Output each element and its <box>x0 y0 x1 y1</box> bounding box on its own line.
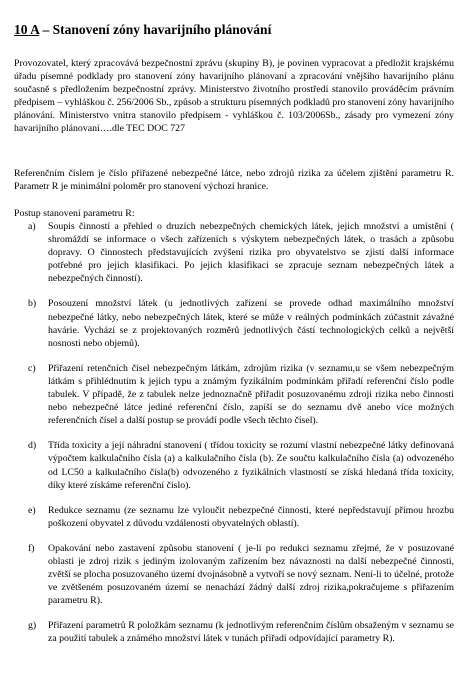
procedure-step-a <box>14 220 454 285</box>
step-letter: g) <box>28 620 37 632</box>
step-letter: d) <box>28 440 37 452</box>
procedure-label: Postup stanovení parametru R: <box>14 208 135 219</box>
step-letter: a) <box>28 221 36 232</box>
procedure-step-c <box>14 362 454 427</box>
step-text: Redukce seznamu (ze seznamu lze vyloučit nebezpečné činnosti, které nepředstavují přímou hrozbu poškození obyvatel z důvodu vzdálenosti obyvatelných oblastí). <box>48 504 454 529</box>
section-heading <box>14 22 454 38</box>
procedure-step-g <box>14 619 454 645</box>
reference-number-paragraph: Referenčním číslem je číslo přiřazené nebezpečné látce, nebo zdrojů rizika za účelem zjištění parametru R. Parametr R je minimální poloměr pro stanovení výchozí hranice. <box>14 168 454 193</box>
step-text: Soupis činností a přehled o druzích nebezpečných chemických látek, jejich množství a umístění ( shromáždí se informace o všech zařízeních s výskytem nebezpečných látek, o trasách a způsobu dopravy. O činnostech představujících zvýšení rizika pro obyvatelstvo se zjistí další informace potřebné pro jejich klasifikaci. Po jejich klasifikaci se zpracuje seznam nebezpečných látek a nebezpečných činností). <box>48 221 454 285</box>
step-letter: b) <box>28 298 37 310</box>
step-letter: c) <box>28 362 36 374</box>
procedure-steps-list <box>14 220 454 646</box>
procedure-step-e <box>14 504 454 530</box>
step-text: Opakování nebo zastavení způsobu stanovení ( je-li po redukci seznamu zřejmé, že v posuzované oblasti je zdroj rizik s jediným izolovaným zařízením bez návaznosti na další nebezpečné činnosti, zvětší se plocha posuzovaného území dvojnásobně a vytvoří se nový seznam. Není-li to účelné, protože ve zvětšeném posuzovaném území se nenachází žádný další zdroj rizika,pokračujeme s přiřazením parametru R). <box>48 542 454 607</box>
step-text: Přiřazení retenčních čísel nebezpečným látkám, zdrojům rizika (v seznamu,u se všem nebezpečným látkám s přihlédnutím k jejich typu a známým fyzikálním podmínkám přiřadí referenční číslo podle tabulek. V případě, že z tabulek nelze jednoznačně přiřadit posuzovanému zdroji rizika nebo činnosti nebo nebezpečné látce jediné referenční číslo, zapíší se do seznamu dvě anebo více možných referenčních čísel a další postup se provádí podle všech těchto čísel). <box>48 362 454 427</box>
intro-paragraph: Provozovatel, který zpracovává bezpečnostní zprávu (skupiny B), je povinen vypracovat a předložit krajskému úřadu písemné podklady pro stanovení zóny havarijního plánovaní a zpracování vnějšího havarijního plánu současně s předložením bezpečnostní zprávy. Ministerstvo životního prostředí stanovilo prováděcím právním předpisem – vyhláškou č. 256/2006 Sb., způsob a strukturu písemných podkladů pro stanovení zóny havarijního plánování. Ministerstvo vnitra stanovilo předpisem - vyhláškou č. 103/2006Sb., zásady pro vymezení zóny havarijního plánovaní….dle TEC DOC 727 <box>14 58 454 135</box>
procedure-step-d <box>14 439 454 491</box>
step-text: Posouzení množství látek (u jednotlivých zařízení se provede odhad maximálního množství nebezpečné látky, nebo nebezpečných látek, které se může v reálných podmínkách zúčastnit závažné havárie. Vychází se z projektovaných rozměrů jednotlivých částí technologických celků a největší nosnosti nebo objemů). <box>48 298 454 349</box>
step-text: Přiřazení parametrů R položkám seznamu (k jednotlivým referenčním číslům obsaženým v seznamu se za použití tabulek a známého množství látek v tunách přiřadí odpovídající parametry R). <box>48 620 454 645</box>
section-title: – Stanovení zóny havarijního plánování <box>39 22 272 37</box>
step-letter: f) <box>28 542 35 554</box>
section-number: 10 A <box>14 22 40 37</box>
step-letter: e) <box>28 504 36 516</box>
procedure-step-b <box>14 297 454 349</box>
procedure-step-f <box>14 542 454 607</box>
step-text: Třída toxicity a její náhradní stanovení ( třídou toxicity se rozumí vlastní nebezpečné látky definovaná výpočtem kalkulačního čísla (a) a kalkulačního čísla (b). Ze součtu kalkulačního čísla (a) odvozeného od LC50 a kalkulačního čísla(b) odvozeného z fyzikálních vlastností se získá hledaná třída toxicity, díky které získáme referenční číslo). <box>48 440 454 491</box>
